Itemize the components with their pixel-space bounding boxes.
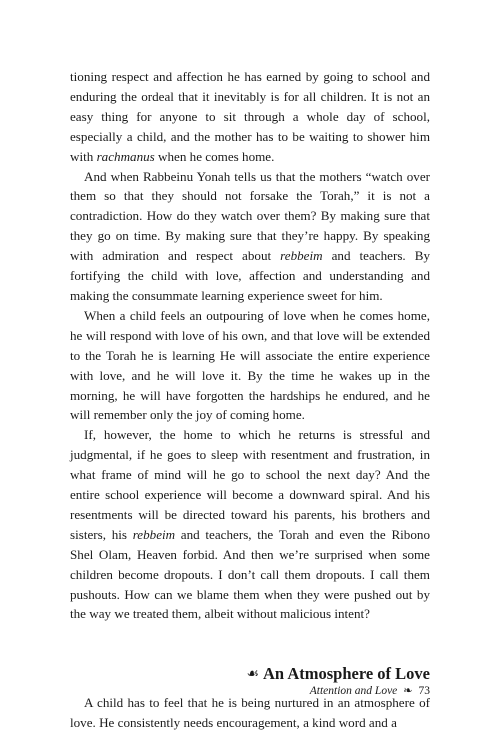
text-run: A child has to feel that he is being nurtured in an atmosphere of love. He consistently needs encouragement, a kind word and a [70,695,430,731]
text-run: when he comes home. [154,148,275,164]
text-run: tioning respect and affection he has earned by going to school and enduring the ordeal that it inevitably is for all children. It is not an easy thing for anyone to sit through a whole day of school, especially a child, and the mother has to be waiting to shower him with [70,69,430,164]
running-title: Attention and Love [309,685,398,697]
text-run: If, however, the home to which he returns is stressful and judgmental, if he goes to sleep with resentment and frustration, in what frame of mind will he go to school the next day? And the entire school experience will become a downward spiral. And his resentments will be directed toward his parents, his brothers and sisters, his [70,427,430,542]
paragraph [70,306,430,425]
italic-term: rachmanus [96,148,155,164]
paragraph [70,67,430,167]
paragraph [70,693,430,733]
paragraph [70,425,430,624]
page-number: 73 [418,685,430,697]
fleuron-icon: ❧ [403,685,413,697]
paragraph [70,167,430,306]
fleuron-icon: ☙ [246,667,260,683]
text-run: and teachers, the Torah and even the Ribono Shel Olam, Heaven forbid. And then we’re surprised when some children become dropouts. I don’t call them dropouts. I call them pushouts. How can we blame them when they were pushed out by the way we treated them, albeit without malicious intent? [70,526,430,622]
running-footer [310,684,430,698]
section-title: An Atmosphere of Love [263,664,430,684]
italic-term: rebbeim [132,526,176,542]
body-text-continued [70,693,430,733]
page-body [70,67,430,733]
body-text [70,67,430,624]
text-run: When a child feels an outpouring of love when he comes home, he will respond with love of his own, and that love will be extended to the Torah he is learning He will associate the entire experience with love, and he will love it. By the time he wakes up in the morning, he will have forgotten the hardships he endured, and he will remember only the joy of coming home. [70,307,430,423]
italic-term: rebbeim [280,248,323,264]
text-run: And when Rabbeinu Yonah tells us that the mothers “watch over them so that they should not forsake the Torah,” it is not a contradiction. How do they watch over them? By making sure that they go on time. By making sure that they’re happy. By speaking with admiration and respect about [70,168,430,264]
text-run: and teachers. By fortifying the child with love, affection and understanding and making the consummate learning experience sweet for him. [70,248,430,303]
